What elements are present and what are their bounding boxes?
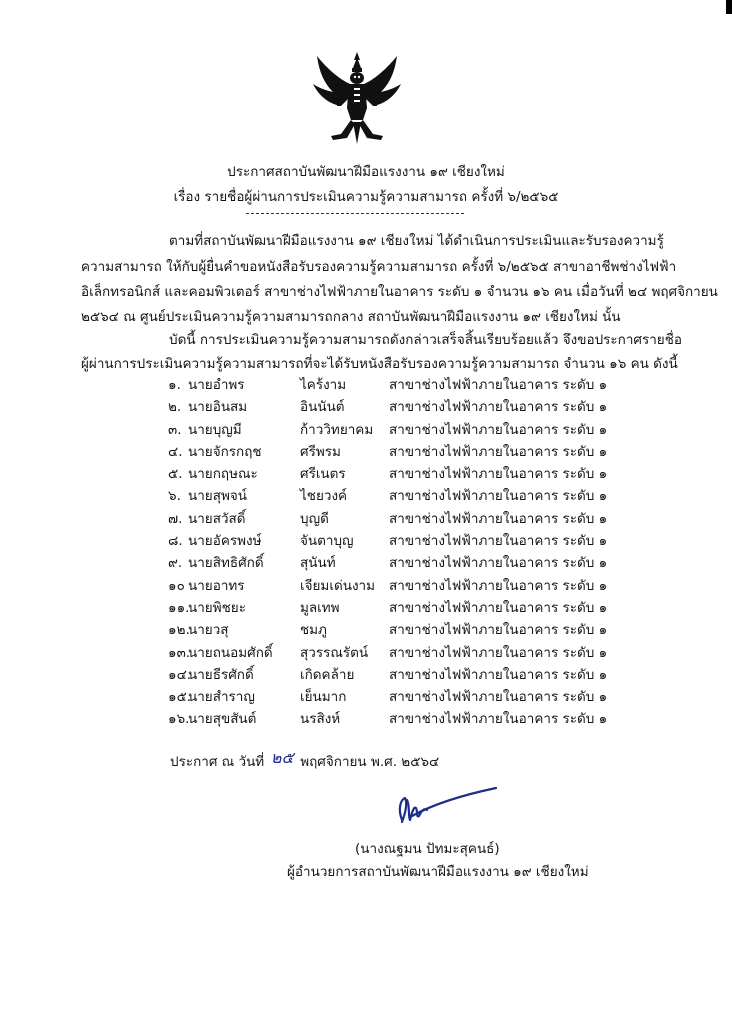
handwritten-day: ๒๕: [270, 748, 294, 767]
list-item-first-name: นายพิชยะ: [188, 599, 246, 616]
list-item-last-name: ศรีเนตร: [300, 466, 346, 483]
list-item-branch: สาขาช่างไฟฟ้าภายในอาคาร ระดับ ๑: [389, 666, 608, 683]
list-item-first-name: นายธีรศักดิ์: [188, 666, 254, 683]
list-item-number: ๑๓.: [168, 644, 191, 661]
list-item-last-name: สุวรรณรัตน์: [300, 644, 369, 661]
list-item-branch: สาขาช่างไฟฟ้าภายในอาคาร ระดับ ๑: [389, 711, 608, 728]
header-divider: [246, 213, 464, 214]
list-item-first-name: นายอำพร: [188, 377, 245, 393]
list-item-last-name: เจียมเด่นงาม: [300, 577, 376, 594]
list-item-last-name: มูลเทพ: [300, 599, 340, 616]
list-item-number: ๓.: [168, 421, 182, 438]
list-item-branch: สาขาช่างไฟฟ้าภายในอาคาร ระดับ ๑: [389, 466, 608, 483]
list-item-number: ๘.: [168, 533, 183, 550]
list-item-last-name: ศรีพรม: [300, 443, 341, 460]
list-item-first-name: นายกฤษณะ: [188, 466, 258, 483]
list-item-branch: สาขาช่างไฟฟ้าภายในอาคาร ระดับ ๑: [389, 555, 608, 572]
list-item-branch: สาขาช่างไฟฟ้าภายในอาคาร ระดับ ๑: [389, 510, 608, 527]
list-item-number: ๑๖.: [168, 711, 190, 728]
body-paragraph-1-line-2: ความสามารถ ให้กับผู้ยื่นคำขอหนังสือรับรองความรู้ความสามารถ ครั้งที่ ๖/๒๕๖๕ สาขาอาชีพช่างไฟฟ้า: [81, 259, 677, 275]
list-item-number: ๗.: [168, 510, 183, 527]
signer-name: (นางณฐมน ปัทมะสุคนธ์): [355, 841, 500, 857]
list-item-first-name: นายวสุ: [188, 622, 229, 639]
scan-corner-mark: [726, 0, 732, 14]
list-item-last-name: นรสิงห์: [300, 711, 341, 728]
list-item-number: ๑.: [168, 377, 181, 393]
list-item-last-name: เย็นมาก: [300, 689, 347, 706]
garuda-emblem-icon: [307, 48, 407, 148]
body-paragraph-1-line-3: อิเล็กทรอนิกส์ และคอมพิวเตอร์ สาขาช่างไฟฟ้าภายในอาคาร ระดับ ๑ จำนวน ๑๖ คน เมื่อวันที่ ๒๔ พฤศจิกายน: [81, 284, 718, 300]
handwritten-signature: [372, 786, 498, 830]
list-item-branch: สาขาช่างไฟฟ้าภายในอาคาร ระดับ ๑: [389, 599, 608, 616]
list-item-last-name: บุญดี: [300, 510, 329, 527]
list-item-number: ๕.: [168, 466, 183, 483]
list-item-branch: สาขาช่างไฟฟ้าภายในอาคาร ระดับ ๑: [389, 533, 608, 550]
list-item-first-name: นายอัครพงษ์: [188, 533, 262, 550]
list-item-number: ๑๒.: [168, 622, 190, 639]
list-item-first-name: นายสุพจน์: [188, 488, 247, 505]
announcement-title: ประกาศสถาบันพัฒนาฝีมือแรงงาน ๑๙ เชียงใหม่: [227, 164, 505, 180]
list-item-first-name: นายถนอมศักดิ์: [188, 644, 273, 661]
list-item-number: ๑๑.: [168, 599, 190, 616]
list-item-branch: สาขาช่างไฟฟ้าภายในอาคาร ระดับ ๑: [389, 644, 608, 661]
announcement-subject: เรื่อง รายชื่อผู้ผ่านการประเมินความรู้ความสามารถ ครั้งที่ ๖/๒๕๖๕: [173, 189, 559, 205]
list-item-branch: สาขาช่างไฟฟ้าภายในอาคาร ระดับ ๑: [389, 577, 608, 594]
list-item-number: ๖.: [168, 488, 181, 505]
list-item-number: ๑๔.: [168, 666, 192, 683]
body-paragraph-1-line-4: ๒๕๖๔ ณ ศูนย์ประเมินความรู้ความสามารถกลาง สถาบันพัฒนาฝีมือแรงงาน ๑๙ เชียงใหม่ นั้น: [81, 309, 621, 325]
list-item-first-name: นายอินสม: [188, 399, 248, 416]
list-item-branch: สาขาช่างไฟฟ้าภายในอาคาร ระดับ ๑: [389, 377, 608, 393]
list-item-branch: สาขาช่างไฟฟ้าภายในอาคาร ระดับ ๑: [389, 488, 608, 505]
list-item-first-name: นายสุขสันต์: [188, 711, 257, 728]
list-item-number: ๑๐: [168, 577, 185, 594]
date-suffix: พฤศจิกายน พ.ศ. ๒๕๖๔: [300, 754, 440, 770]
body-paragraph-2-line-1: บัดนี้ การประเมินความรู้ความสามารถดังกล่าวเสร็จสิ้นเรียบร้อยแล้ว จึงขอประกาศรายชื่อ: [169, 332, 682, 348]
list-item-first-name: นายบุญมี: [188, 421, 242, 438]
list-item-branch: สาขาช่างไฟฟ้าภายในอาคาร ระดับ ๑: [389, 443, 608, 460]
list-item-last-name: สุนันท์: [300, 555, 336, 572]
list-item-first-name: นายสวัสดิ์: [188, 510, 246, 527]
list-item-last-name: เกิดคล้าย: [300, 666, 355, 683]
signer-position: ผู้อำนวยการสถาบันพัฒนาฝีมือแรงงาน ๑๙ เชียงใหม่: [287, 864, 589, 880]
list-item-last-name: อินนันต์: [300, 399, 345, 416]
list-item-last-name: ก้าววิทยาคม: [300, 421, 374, 438]
list-item-last-name: ชมภู: [300, 622, 327, 639]
list-item-first-name: นายอาทร: [188, 577, 245, 594]
list-item-branch: สาขาช่างไฟฟ้าภายในอาคาร ระดับ ๑: [389, 399, 608, 416]
list-item-number: ๒.: [168, 399, 182, 416]
list-item-branch: สาขาช่างไฟฟ้าภายในอาคาร ระดับ ๑: [389, 421, 608, 438]
list-item-last-name: ไคร้งาม: [300, 377, 347, 393]
list-item-first-name: นายสำราญ: [188, 689, 255, 706]
list-item-branch: สาขาช่างไฟฟ้าภายในอาคาร ระดับ ๑: [389, 622, 608, 639]
list-item-number: ๙.: [168, 555, 183, 572]
list-item-first-name: นายจักรกฤช: [188, 443, 262, 460]
list-item-number: ๑๕.: [168, 689, 192, 706]
list-item-number: ๔.: [168, 443, 183, 460]
list-item-last-name: ไชยวงค์: [300, 488, 348, 505]
body-paragraph-1-line-1: ตามที่สถาบันพัฒนาฝีมือแรงงาน ๑๙ เชียงใหม่ ได้ดำเนินการประเมินและรับรองความรู้: [169, 233, 664, 249]
body-paragraph-2-line-2: ผู้ผ่านการประเมินความรู้ความสามารถที่จะได้รับหนังสือรับรองความรู้ความสามารถ จำนวน ๑๖ คน ดังนี้: [81, 356, 678, 372]
announcement-date: [170, 749, 439, 774]
list-item-branch: สาขาช่างไฟฟ้าภายในอาคาร ระดับ ๑: [389, 689, 608, 706]
list-item-first-name: นายสิทธิศักดิ์: [188, 555, 264, 572]
list-item-last-name: จันตาบุญ: [300, 533, 354, 550]
date-prefix: ประกาศ ณ วันที่: [170, 754, 265, 770]
